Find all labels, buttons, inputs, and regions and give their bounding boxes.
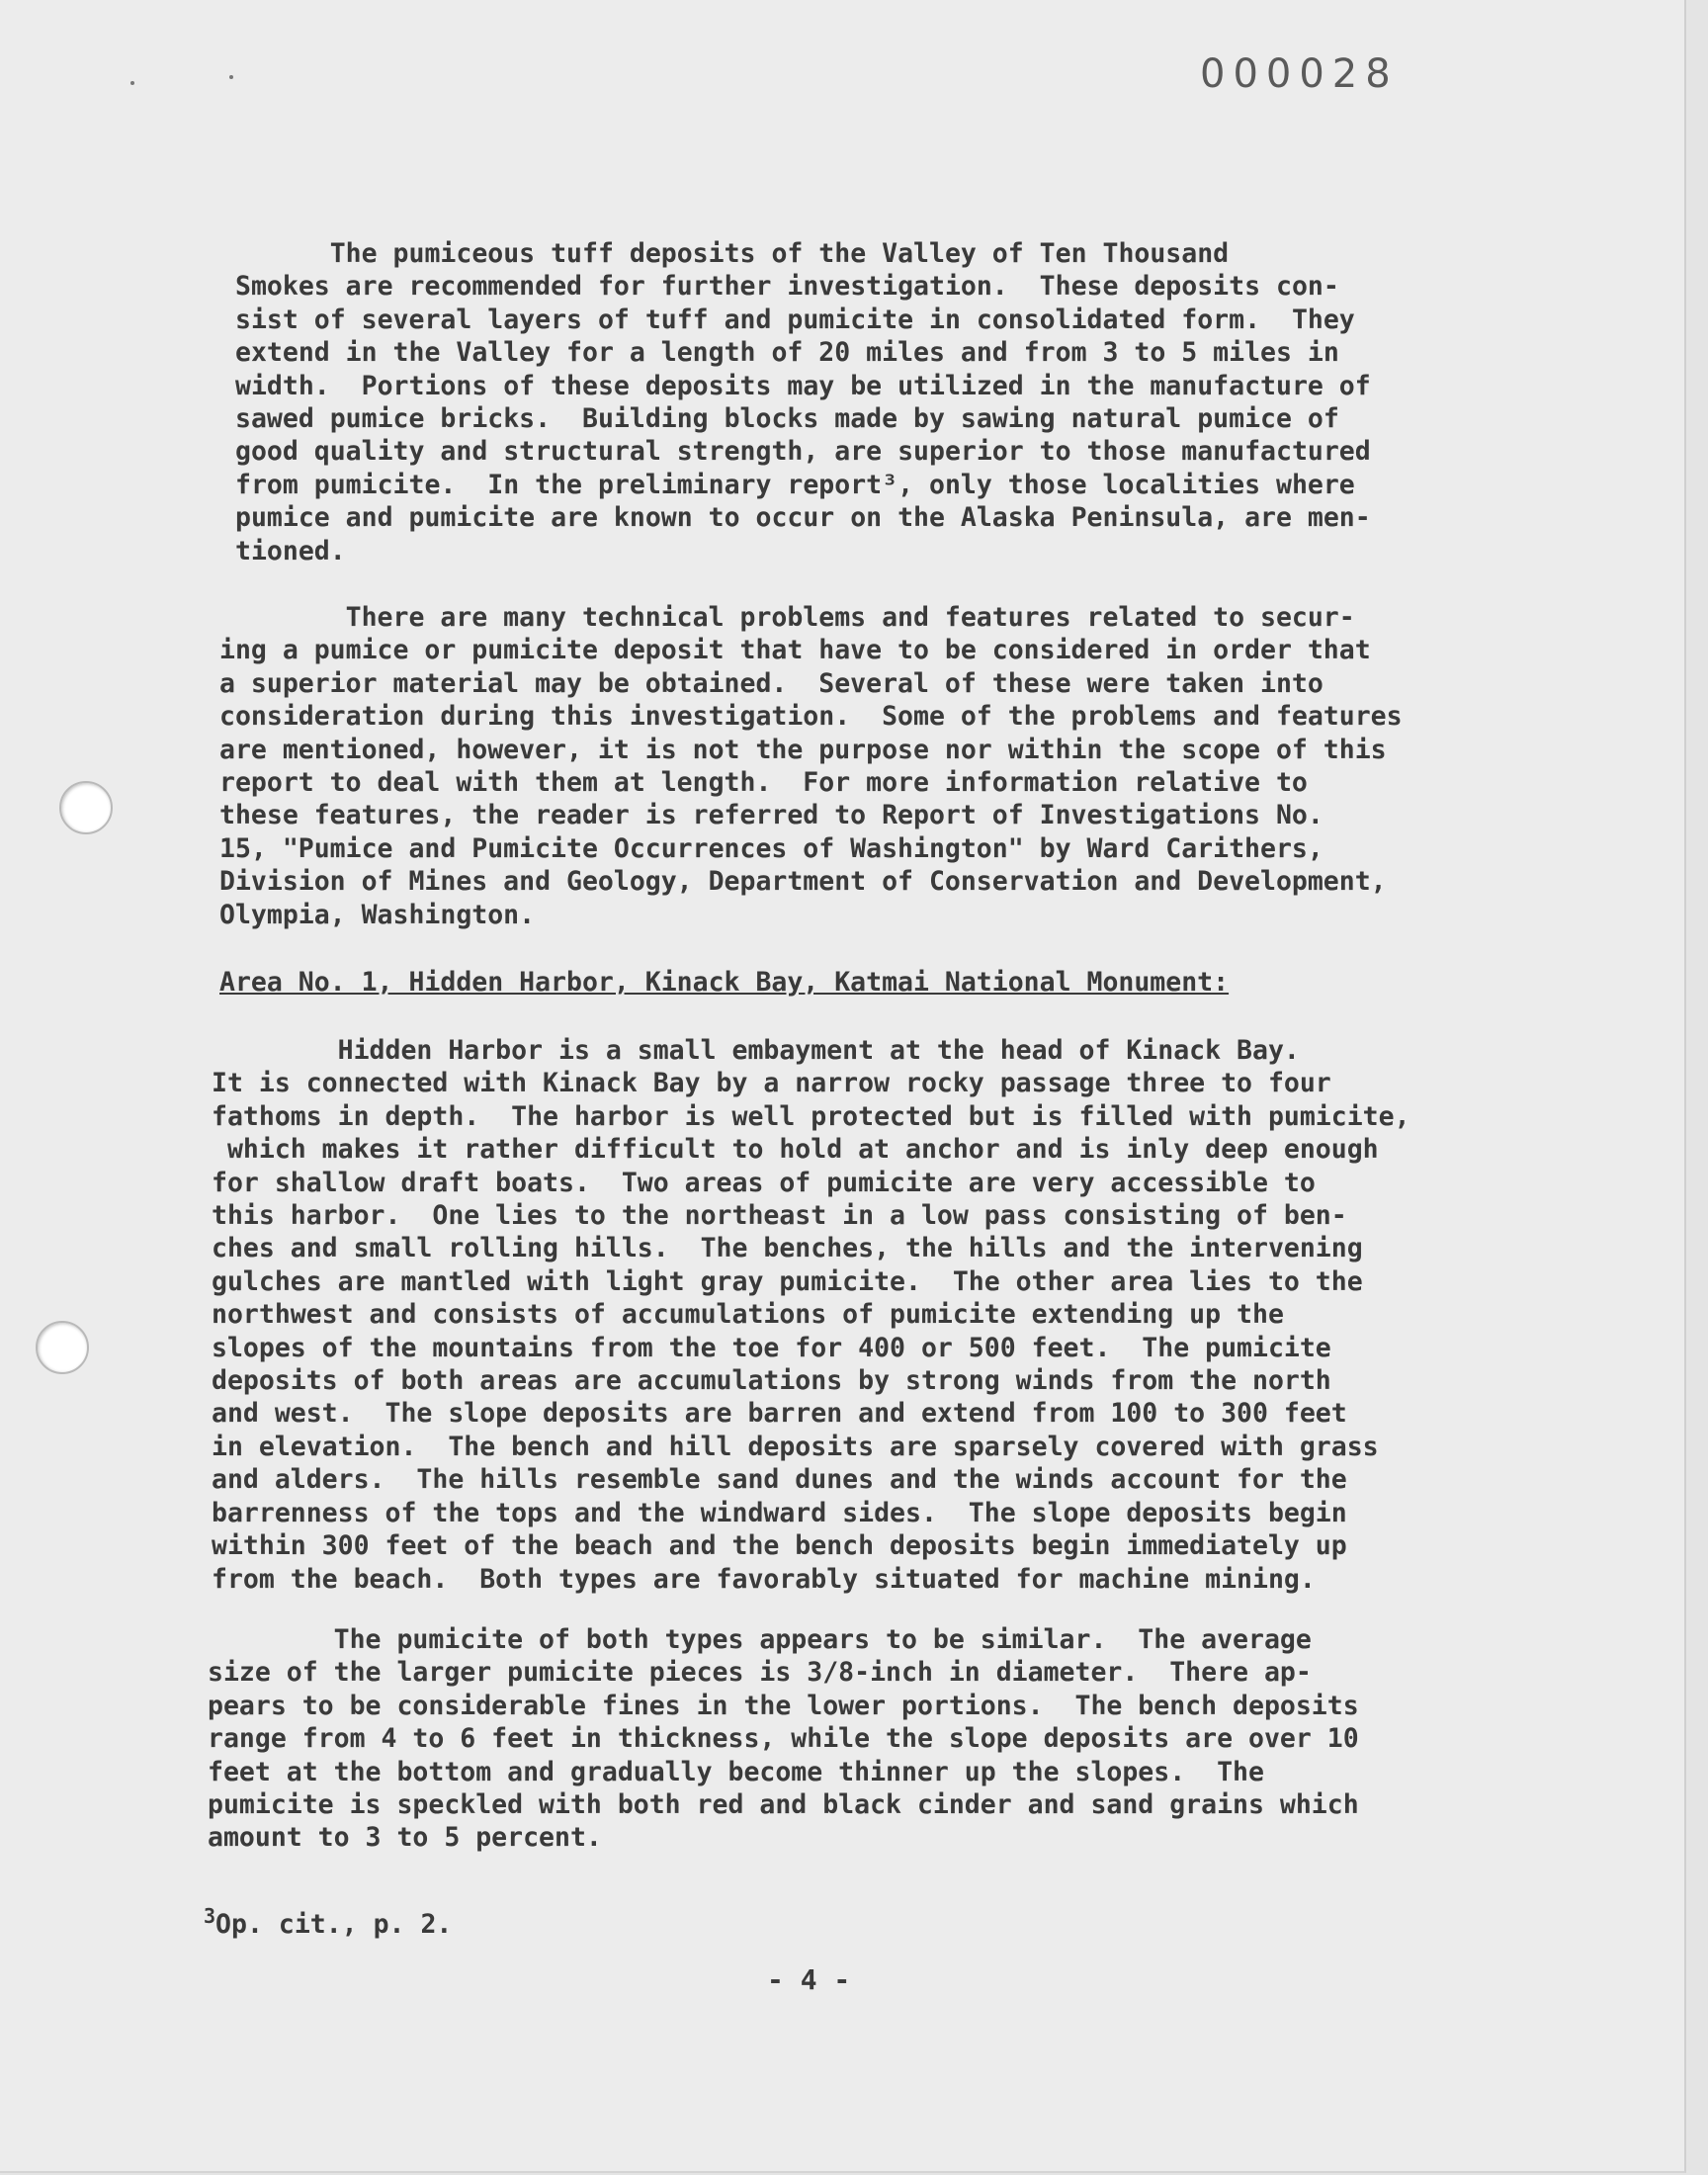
paragraph-pumicite-description: The pumicite of both types appears to be similar. The average size of the larger pumicite pieces is 3/8-inch in diameter. There ap- pears to be considerable fines in the lower portions. The bench deposits range from 4 to 6 feet in thickness, while the slope deposits are over 10 feet at the bottom and gradually become thinner up the slopes. The pumicite is speckled with both red and black cinder and sand grains which amount to 3 to 5 percent.	[208, 1624, 1359, 1854]
paragraph-valley-deposits: The pumiceous tuff deposits of the Valley of Ten Thousand Smokes are recommended for further investigation. These deposits con- sist of several layers of tuff and pumicite in consolidated form. They extend in the Valley for a length of 20 miles and from 3 to 5 miles in width. Portions of these deposits may be utilized in the manufacture of sawed pumice bricks. Building blocks made by sawing natural pumice of good quality and structural strength, are superior to those manufactured from pumicite. In the preliminary report³, only those localities where pumice and pumicite are known to occur on the Alaska Peninsula, are men- tioned.	[235, 238, 1371, 566]
footnote	[204, 1904, 452, 1940]
paragraph-hidden-harbor: Hidden Harbor is a small embayment at the head of Kinack Bay. It is connected with Kinack Bay by a narrow rocky passage three to four fathoms in depth. The harbor is well protected but is filled with pumicite, which makes it rather difficult to hold at anchor and is inly deep enough for shallow draft boats. Two areas of pumicite are very accessible to this harbor. One lies to the northeast in a low pass consisting of ben- ches and small rolling hills. The benches, the hills and the intervening gulches are mantled with light gray pumicite. The other area lies to the northwest and consists of accumulations of pumicite extending up the slopes of the mountains from the toe for 400 or 500 feet. The pumicite deposits of both areas are accumulations by strong winds from the north and west. The slope deposits are barren and extend from 100 to 300 feet in elevation. The bench and hill deposits are sparsely covered with grass and alders. The hills resemble sand dunes and the winds account for the barrenness of the tops and the windward sides. The slope deposits begin within 300 feet of the beach and the bench deposits begin immediately up from the beach. Both types are favorably situated for machine mining.	[212, 1035, 1410, 1595]
section-heading: Area No. 1, Hidden Harbor, Kinack Bay, Katmai National Monument:	[219, 967, 1230, 998]
punch-hole	[36, 1321, 89, 1374]
punch-hole	[59, 781, 113, 834]
paragraph-technical-problems: There are many technical problems and features related to secur- ing a pumice or pumicite deposit that have to be considered in order that a superior material may be obtained. Several of these were taken into consideration during this investigation. Some of the problems and features are mentioned, however, it is not the purpose nor within the scope of this report to deal with them at length. For more information relative to these features, the reader is referred to Report of Investigations No. 15, "Pumice and Pumicite Occurrences of Washington" by Ward Carithers, Division of Mines and Geology, Department of Conservation and Development, Olympia, Washington.	[219, 602, 1403, 930]
page-number: - 4 -	[767, 1963, 851, 1996]
scan-speck	[229, 75, 233, 79]
footnote-marker: 3	[204, 1904, 216, 1928]
scan-speck	[130, 81, 134, 85]
footnote-text: Op. cit., p. 2.	[215, 1909, 453, 1940]
page-id-stamp: 000028	[1200, 51, 1399, 97]
